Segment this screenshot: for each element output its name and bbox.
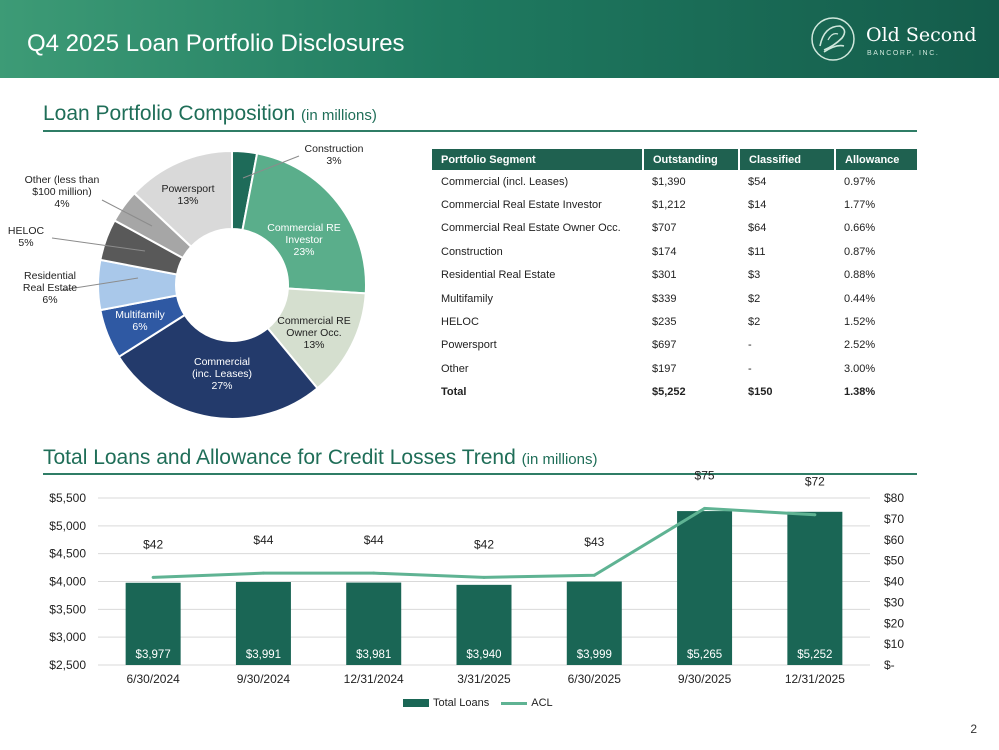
cell-segment: Commercial Real Estate Investor bbox=[441, 199, 602, 212]
bar-total-loans bbox=[677, 511, 732, 665]
pie-label-line: Residential bbox=[24, 270, 76, 282]
acl-value-label: $44 bbox=[363, 533, 384, 548]
table-row bbox=[432, 287, 917, 310]
cell-outstanding: $197 bbox=[652, 362, 677, 375]
acl-point bbox=[483, 576, 486, 579]
legend-total-loans: Total Loans bbox=[433, 697, 490, 709]
cell-allowance: 0.44% bbox=[844, 292, 876, 305]
total-allowance: 1.38% bbox=[844, 386, 876, 399]
cell-allowance: 1.77% bbox=[844, 199, 876, 212]
bar-value-label: $5,252 bbox=[797, 649, 833, 661]
pie-label-heloc bbox=[8, 225, 45, 249]
acl-value-label: $72 bbox=[804, 474, 825, 489]
y-right-tick-label: $60 bbox=[884, 532, 905, 547]
total-segment: Total bbox=[441, 386, 467, 399]
cell-classified: $3 bbox=[748, 269, 761, 282]
cell-segment: Commercial (incl. Leases) bbox=[441, 175, 569, 188]
pie-label-line: 23% bbox=[293, 246, 315, 258]
x-tick-label: 12/31/2025 bbox=[784, 672, 845, 686]
y-left-tick-label: $4,000 bbox=[49, 574, 86, 589]
y-right-tick-label: $30 bbox=[884, 595, 905, 610]
y-right-tick-label: $10 bbox=[884, 637, 905, 652]
cell-classified: - bbox=[748, 339, 752, 352]
pie-label-line: Multifamily bbox=[115, 309, 165, 321]
pie-label-line: Investor bbox=[285, 234, 323, 246]
cell-segment: Residential Real Estate bbox=[441, 269, 556, 282]
cell-outstanding: $235 bbox=[652, 316, 677, 329]
col-header-segment: Portfolio Segment bbox=[432, 149, 643, 170]
table-row bbox=[432, 193, 917, 216]
cell-classified: $2 bbox=[748, 316, 761, 329]
bar-total-loans bbox=[787, 512, 842, 665]
y-right-tick-label: $40 bbox=[884, 574, 905, 589]
x-tick-label: 3/31/2025 bbox=[457, 672, 511, 686]
logo-name: Old Second bbox=[866, 24, 977, 46]
y-left-tick-label: $2,500 bbox=[49, 658, 86, 672]
acl-point bbox=[593, 574, 596, 577]
col-header-allowance: Allowance bbox=[835, 149, 917, 170]
cell-allowance: 2.52% bbox=[844, 339, 876, 352]
pie-label-line: 13% bbox=[177, 195, 199, 207]
cell-allowance: 0.88% bbox=[844, 269, 876, 282]
composition-divider bbox=[43, 130, 917, 132]
logo-icon bbox=[810, 16, 856, 62]
col-header-classified: Classified bbox=[739, 149, 835, 170]
cell-outstanding: $301 bbox=[652, 269, 677, 282]
bar-value-label: $5,265 bbox=[686, 649, 723, 661]
trend-legend bbox=[403, 697, 553, 709]
bar-value-label: $3,977 bbox=[135, 649, 171, 661]
pie-label-line: Construction bbox=[304, 143, 364, 155]
cell-allowance: 0.66% bbox=[844, 222, 876, 235]
pie-label-line: 6% bbox=[132, 321, 148, 333]
legend-acl: ACL bbox=[531, 697, 553, 709]
header-banner bbox=[0, 0, 999, 78]
x-tick-label: 6/30/2025 bbox=[567, 672, 621, 686]
acl-point bbox=[813, 513, 816, 516]
acl-value-label: $43 bbox=[584, 535, 605, 550]
pie-label-line: Commercial RE bbox=[267, 222, 341, 234]
bar-value-label: $3,940 bbox=[466, 649, 502, 661]
cell-classified: - bbox=[748, 362, 752, 375]
table-row bbox=[432, 357, 917, 380]
pie-label-line: 5% bbox=[18, 237, 34, 249]
pie-label-line: 4% bbox=[54, 198, 70, 210]
acl-point bbox=[372, 572, 375, 575]
acl-point bbox=[703, 507, 706, 510]
pie-label-line: Other (less than bbox=[24, 174, 100, 186]
pie-label-line: (inc. Leases) bbox=[191, 368, 253, 380]
cell-outstanding: $1,390 bbox=[652, 175, 686, 188]
cell-classified: $64 bbox=[748, 222, 767, 235]
bar-value-label: $3,991 bbox=[245, 649, 282, 661]
trend-title bbox=[43, 446, 597, 470]
pie-label-line: Powersport bbox=[161, 183, 215, 195]
acl-value-label: $42 bbox=[473, 537, 495, 552]
composition-unit: (in millions) bbox=[301, 107, 377, 124]
cell-segment: HELOC bbox=[441, 316, 479, 329]
pie-label-other-less-than-100-million bbox=[25, 174, 100, 210]
y-right-tick-label: $20 bbox=[884, 616, 905, 631]
total-outstanding: $5,252 bbox=[652, 386, 686, 399]
acl-point bbox=[262, 572, 265, 575]
col-header-outstanding: Outstanding bbox=[643, 149, 739, 170]
table-row bbox=[432, 170, 917, 193]
acl-value-label: $42 bbox=[143, 537, 164, 552]
cell-allowance: 0.87% bbox=[844, 245, 876, 258]
composition-title bbox=[43, 102, 377, 126]
y-left-tick-label: $3,000 bbox=[49, 630, 86, 645]
acl-point bbox=[152, 576, 155, 579]
portfolio-table bbox=[432, 149, 917, 404]
logo-subtitle: BANCORP, INC. bbox=[867, 50, 940, 57]
cell-segment: Multifamily bbox=[441, 292, 493, 305]
cell-allowance: 3.00% bbox=[844, 362, 876, 375]
pie-label-line: HELOC bbox=[7, 225, 45, 237]
pie-label-residential-real-estate bbox=[23, 270, 77, 306]
y-right-tick-label: $80 bbox=[884, 491, 905, 505]
total-classified: $150 bbox=[748, 386, 773, 399]
bar-value-label: $3,999 bbox=[576, 649, 612, 661]
cell-classified: $2 bbox=[748, 292, 761, 305]
cell-segment: Commercial Real Estate Owner Occ. bbox=[441, 222, 621, 235]
y-left-tick-label: $3,500 bbox=[49, 602, 86, 617]
pie-label-line: Commercial RE bbox=[277, 315, 351, 327]
composition-title-text: Loan Portfolio Composition bbox=[43, 102, 296, 125]
cell-classified: $54 bbox=[748, 175, 767, 188]
trend-divider bbox=[43, 473, 917, 475]
x-tick-label: 12/31/2024 bbox=[343, 672, 404, 686]
trend-title-text: Total Loans and Allowance for Credit Losses Trend bbox=[43, 446, 516, 469]
table-row bbox=[432, 334, 917, 357]
bar-value-label: $3,981 bbox=[356, 649, 392, 661]
cell-segment: Other bbox=[441, 362, 469, 375]
table-row bbox=[432, 240, 917, 263]
cell-classified: $14 bbox=[748, 199, 767, 212]
y-left-tick-label: $4,500 bbox=[49, 546, 86, 561]
pie-label-line: 27% bbox=[211, 380, 233, 392]
portfolio-donut-chart bbox=[0, 138, 420, 428]
y-left-tick-label: $5,000 bbox=[49, 518, 86, 533]
cell-allowance: 1.52% bbox=[844, 316, 876, 329]
table-total-row bbox=[432, 381, 917, 404]
cell-segment: Construction bbox=[441, 245, 503, 258]
cell-outstanding: $174 bbox=[652, 245, 677, 258]
y-left-tick-label: $5,500 bbox=[49, 491, 86, 505]
acl-value-label: $44 bbox=[253, 533, 274, 548]
cell-allowance: 0.97% bbox=[844, 175, 876, 188]
cell-classified: $11 bbox=[748, 245, 766, 258]
legend-swatch-total-loans bbox=[403, 699, 429, 707]
table-row bbox=[432, 217, 917, 240]
table-header-row bbox=[432, 149, 917, 170]
table-row bbox=[432, 310, 917, 333]
pie-label-line: Owner Occ. bbox=[286, 327, 342, 339]
pie-label-line: 3% bbox=[326, 155, 342, 167]
page-title: Q4 2025 Loan Portfolio Disclosures bbox=[27, 30, 405, 57]
pie-label-construction bbox=[305, 143, 364, 167]
pie-label-line: Real Estate bbox=[22, 282, 78, 294]
table-row bbox=[432, 264, 917, 287]
cell-segment: Powersport bbox=[441, 339, 497, 352]
cell-outstanding: $339 bbox=[652, 292, 677, 305]
x-tick-label: 6/30/2024 bbox=[126, 672, 180, 686]
cell-outstanding: $707 bbox=[652, 222, 677, 235]
x-tick-label: 9/30/2025 bbox=[677, 672, 732, 686]
x-tick-label: 9/30/2024 bbox=[236, 672, 291, 686]
loans-acl-trend-chart bbox=[0, 468, 999, 695]
pie-label-line: $100 million) bbox=[32, 186, 92, 198]
y-right-tick-label: $70 bbox=[884, 511, 905, 526]
pie-label-line: Commercial bbox=[193, 356, 251, 368]
cell-outstanding: $697 bbox=[652, 339, 677, 352]
y-right-tick-label: $- bbox=[884, 658, 895, 672]
y-right-tick-label: $50 bbox=[884, 553, 905, 568]
pie-label-line: 6% bbox=[42, 294, 58, 306]
trend-unit: (in millions) bbox=[521, 451, 598, 468]
acl-value-label: $75 bbox=[694, 468, 715, 483]
legend-swatch-acl bbox=[501, 702, 527, 705]
pie-label-line: 13% bbox=[303, 339, 325, 351]
page-number: 2 bbox=[970, 722, 977, 736]
cell-outstanding: $1,212 bbox=[652, 199, 686, 212]
